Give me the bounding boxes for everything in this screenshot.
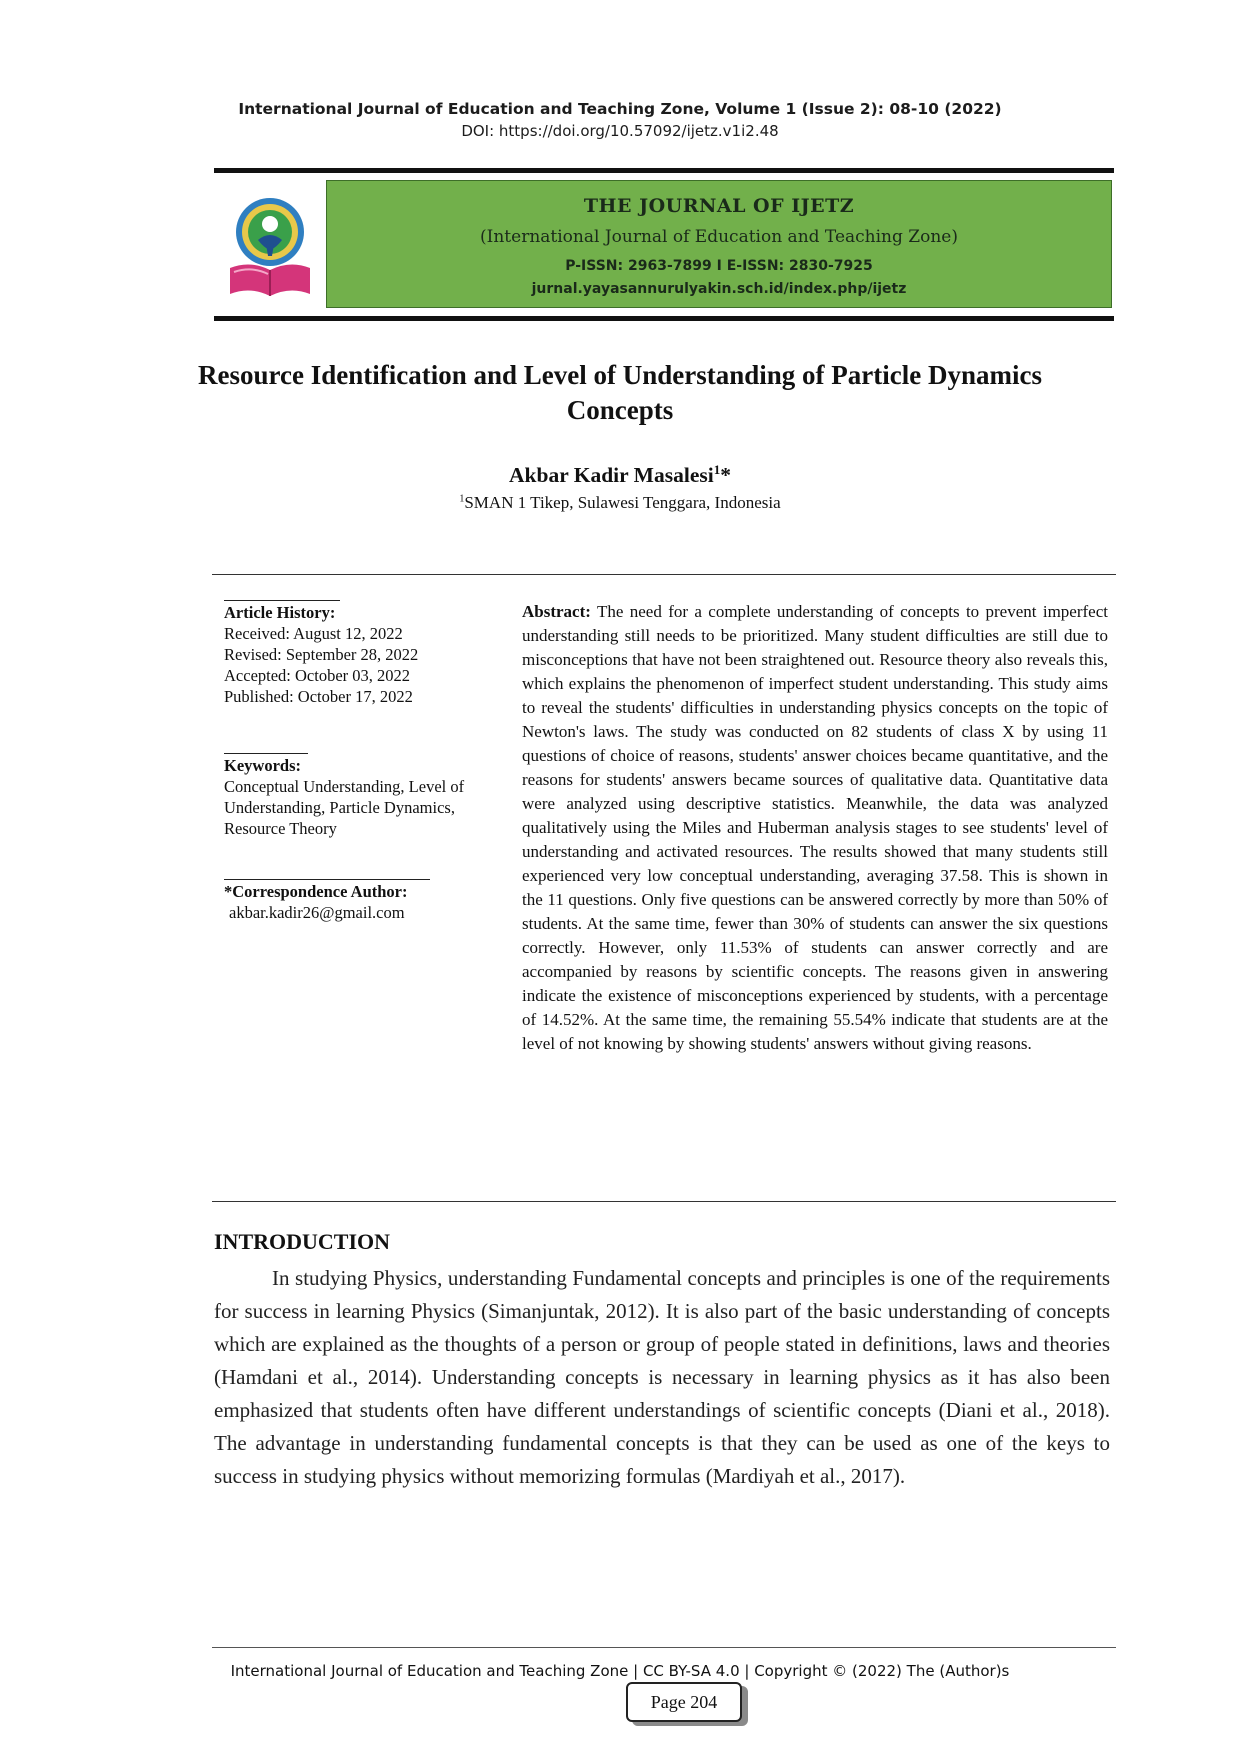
author-affiliation xyxy=(0,493,1240,513)
sidebar-rule xyxy=(224,879,430,880)
abstract-bottom-rule xyxy=(212,1201,1116,1202)
article-history-heading: Article History: xyxy=(224,603,336,622)
sidebar-rule xyxy=(224,600,340,601)
published-date: Published: October 17, 2022 xyxy=(224,687,413,706)
keywords-line: Resource Theory xyxy=(224,819,337,838)
abstract-text: The need for a complete understanding of concepts to prevent imperfect understanding still needs to be prioritized. Many student difficulties are still due to misconceptions that have not been straightened out. Resource theory also reveals this, which explains the phenomenon of imperfect student understanding. This study aims to reveal the students' difficulties in understanding physics concepts on the topic of Newton's laws. The study was conducted on 82 students of class X by using 11 questions of choice of reasons, students' answer choices became quantitative, and the reasons for students' answers became sources of qualitative data. Quantitative data were analyzed using descriptive statistics. Meanwhile, the data was analyzed qualitatively using the Miles and Huberman analysis stages to see students' level of understanding and activated resources. The results showed that many students still experienced very low conceptual understanding, averaging 37.58. This is shown in the 11 questions. Only five questions can be answered correctly by more than 50% of students. At the same time, fewer than 30% of students can answer the six questions correctly. However, only 11.53% of students can answer correctly and are accompanied by reasons by scientific concepts. The reasons given in answering indicate the existence of misconceptions experienced by students, with a percentage of 14.52%. At the same time, the remaining 55.54% indicate that students are at the level of not knowing by showing students' answers without giving reasons. xyxy=(522,602,1108,1053)
banner-subtitle: (International Journal of Education and Teaching Zone) xyxy=(480,227,958,247)
journal-banner xyxy=(326,180,1112,308)
sidebar-rule xyxy=(224,753,308,754)
introduction-paragraph: In studying Physics, understanding Fundamental concepts and principles is one of the requirements for success in learning Physics (Simanjuntak, 2012). It is also part of the basic understanding of concepts which are explained as the thoughts of a person or group of people stated in definitions, laws and theories (Hamdani et al., 2014). Understanding concepts is necessary in learning physics as it has also been emphasized that students often have different understandings of scientific concepts (Diani et al., 2018). The advantage in understanding fundamental concepts is that they can be used as one of the keys to success in studying physics without memorizing formulas (Mardiyah et al., 2017). xyxy=(214,1266,1110,1488)
author-name xyxy=(0,462,1240,488)
banner-issn: P-ISSN: 2963-7899 I E-ISSN: 2830-7925 xyxy=(565,258,873,274)
doi-line[interactable]: DOI: https://doi.org/10.57092/ijetz.v1i2.48 xyxy=(461,122,779,140)
banner-bottom-rule xyxy=(214,316,1114,321)
author-correspondence-mark: * xyxy=(720,463,731,488)
article-info-sidebar xyxy=(224,600,510,923)
author-name-text: Akbar Kadir Masalesi xyxy=(509,463,714,488)
abstract-top-rule xyxy=(212,574,1116,575)
correspondence-block xyxy=(224,879,510,923)
author-affil-sup: 1 xyxy=(713,462,721,477)
journal-citation-line: International Journal of Education and Teaching Zone, Volume 1 (Issue 2): 08-10 (2022) xyxy=(238,100,1002,118)
abstract-label: Abstract: xyxy=(522,602,591,621)
correspondence-email[interactable]: akbar.kadir26@gmail.com xyxy=(229,903,405,922)
page-number: Page 204 xyxy=(626,1682,742,1722)
abstract xyxy=(522,600,1108,1056)
revised-date: Revised: September 28, 2022 xyxy=(224,645,419,664)
keywords-line: Conceptual Understanding, Level of xyxy=(224,777,465,796)
accepted-date: Accepted: October 03, 2022 xyxy=(224,666,411,685)
paper-title: Resource Identification and Level of Understanding of Particle Dynamics Concepts xyxy=(198,360,1042,425)
journal-logo xyxy=(220,190,320,310)
banner-url[interactable]: jurnal.yayasannurulyakin.sch.id/index.php/ijetz xyxy=(531,281,907,297)
keywords-line: Understanding, Particle Dynamics, xyxy=(224,798,455,817)
footer-rule xyxy=(212,1647,1116,1648)
affiliation-text: SMAN 1 Tikep, Sulawesi Tenggara, Indonesia xyxy=(464,493,781,512)
banner-title: THE JOURNAL OF IJETZ xyxy=(583,195,855,217)
keywords-heading: Keywords: xyxy=(224,756,301,775)
correspondence-heading: *Correspondence Author: xyxy=(224,882,408,901)
article-history xyxy=(224,600,510,707)
affiliation-sup: 1 xyxy=(459,493,465,505)
footer-text: International Journal of Education and Teaching Zone | CC BY-SA 4.0 | Copyright © (2022) The (Author)s xyxy=(230,1662,1010,1680)
journal-logo-icon xyxy=(220,190,320,310)
introduction-heading: INTRODUCTION xyxy=(214,1229,391,1254)
received-date: Received: August 12, 2022 xyxy=(224,624,403,643)
keywords-block xyxy=(224,753,510,839)
banner-top-rule xyxy=(214,168,1114,173)
